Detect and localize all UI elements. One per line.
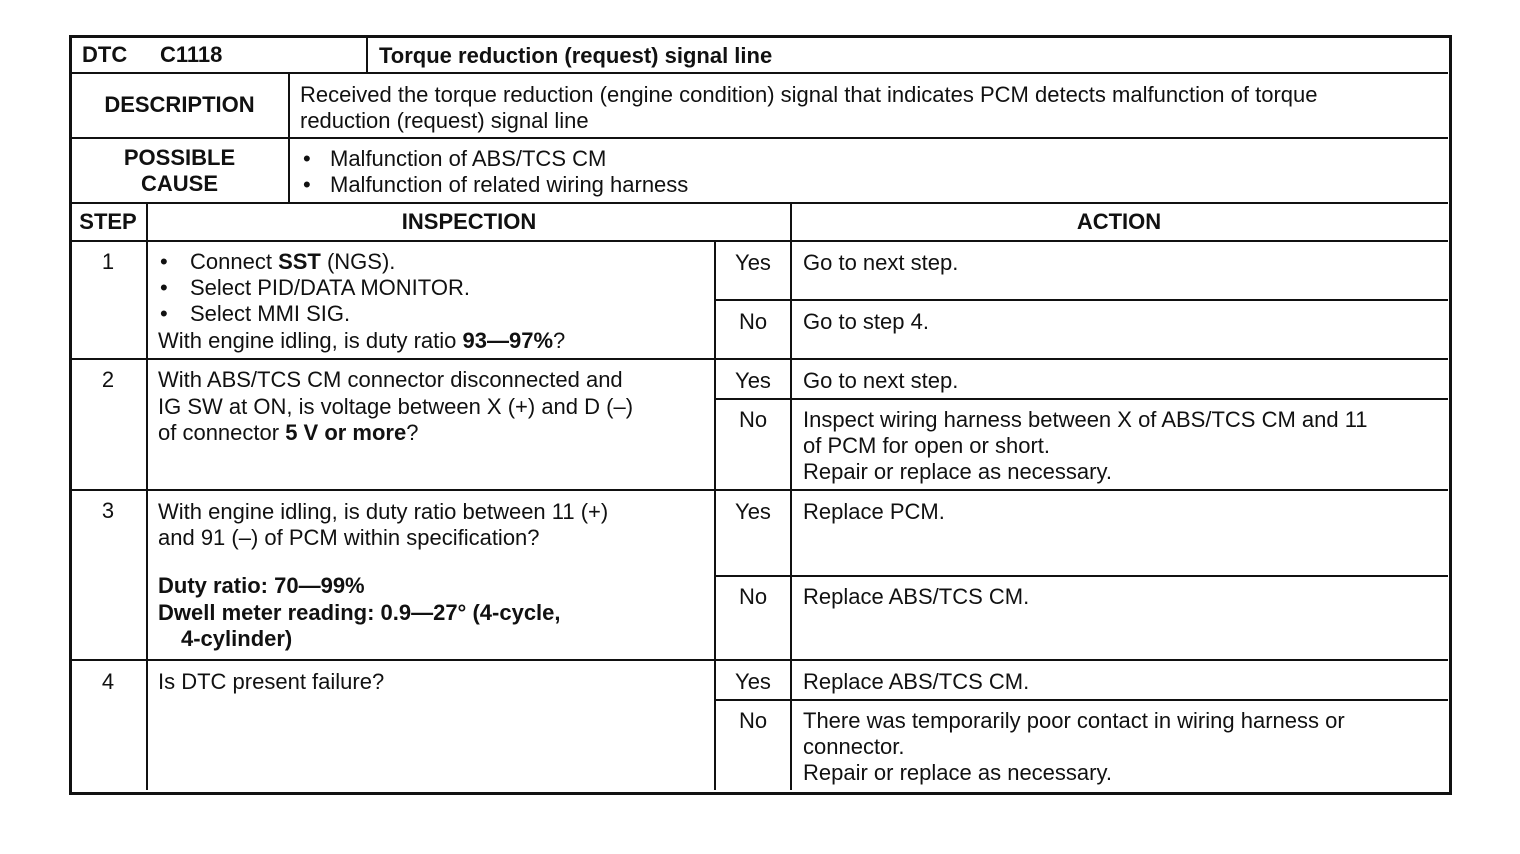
row-divider (70, 72, 1448, 74)
possible-cause-label: CAUSE (140, 171, 218, 196)
step-number: 2 (101, 367, 115, 392)
row-divider (70, 489, 1448, 491)
yes-action: Replace PCM. (803, 499, 945, 524)
col-divider (288, 72, 290, 203)
yes-action: Go to next step. (803, 368, 959, 393)
inspection-text: of connector 5 V or more? (158, 420, 419, 445)
cause-item: Malfunction of ABS/TCS CM (330, 146, 607, 171)
no-action: There was temporarily poor contact in wiring harness or (803, 708, 1345, 733)
inspection-text: and 91 (–) of PCM within specification? (158, 525, 540, 550)
description-label: DESCRIPTION (104, 92, 255, 117)
inspection-text: Is DTC present failure? (158, 669, 385, 694)
bullet-icon: • (160, 301, 168, 326)
yes-label: Yes (735, 669, 771, 694)
no-action: Go to step 4. (803, 309, 929, 334)
inspection-text: IG SW at ON, is voltage between X (+) and D (–) (158, 394, 634, 419)
row-divider (70, 240, 1448, 242)
no-action: Repair or replace as necessary. (803, 760, 1112, 785)
row-divider (70, 659, 1448, 661)
step-number: 1 (101, 249, 115, 274)
step-number: 3 (101, 498, 115, 523)
description-text: Received the torque reduction (engine condition) signal that indicates PCM detects malfunction of torque (300, 82, 1318, 107)
inspection-text: With ABS/TCS CM connector disconnected and (158, 367, 623, 392)
yes-action: Replace ABS/TCS CM. (803, 669, 1030, 694)
yes-label: Yes (735, 499, 771, 524)
bullet-icon: • (303, 146, 311, 171)
yes-action: Go to next step. (803, 250, 959, 275)
spec-text: Dwell meter reading: 0.9—27° (4-cycle, (158, 600, 561, 625)
row-divider (714, 575, 1448, 577)
inspection-item: Select PID/DATA MONITOR. (190, 275, 470, 300)
no-label: No (738, 407, 768, 432)
spec-text: 4-cylinder) (181, 626, 293, 651)
no-action: Repair or replace as necessary. (803, 459, 1112, 484)
yes-label: Yes (735, 368, 771, 393)
row-divider (714, 699, 1448, 701)
col-divider (790, 202, 792, 790)
cause-item: Malfunction of related wiring harness (330, 172, 689, 197)
row-divider (70, 358, 1448, 360)
step-number: 4 (101, 669, 115, 694)
inspection-item: Select MMI SIG. (190, 301, 351, 326)
row-divider (714, 299, 1448, 301)
action-header: ACTION (1076, 209, 1162, 234)
row-divider (70, 202, 1448, 204)
description-text: reduction (request) signal line (300, 108, 589, 133)
inspection-question: With engine idling, is duty ratio 93—97%? (158, 328, 566, 353)
no-label: No (738, 584, 768, 609)
dtc-code: C1118 (160, 42, 223, 67)
bullet-icon: • (160, 249, 168, 274)
row-divider (70, 137, 1448, 139)
dtc-title: Torque reduction (request) signal line (379, 43, 773, 68)
col-divider (366, 36, 368, 73)
no-action: of PCM for open or short. (803, 433, 1050, 458)
no-label: No (738, 708, 768, 733)
no-action: Inspect wiring harness between X of ABS/TCS CM and 11 (803, 407, 1368, 432)
spec-text: Duty ratio: 70—99% (158, 573, 365, 598)
possible-cause-label: POSSIBLE (123, 145, 236, 170)
no-action: connector. (803, 734, 905, 759)
step-header: STEP (79, 209, 137, 234)
col-divider (146, 202, 148, 790)
no-action: Replace ABS/TCS CM. (803, 584, 1030, 609)
yes-label: Yes (735, 250, 771, 275)
bullet-icon: • (160, 275, 168, 300)
inspection-header: INSPECTION (401, 209, 537, 234)
bullet-icon: • (303, 172, 311, 197)
dtc-label: DTC (82, 42, 128, 67)
inspection-text: With engine idling, is duty ratio between 11 (+) (158, 499, 609, 524)
no-label: No (738, 309, 768, 334)
row-divider (714, 398, 1448, 400)
inspection-item: Connect SST (NGS). (190, 249, 396, 274)
